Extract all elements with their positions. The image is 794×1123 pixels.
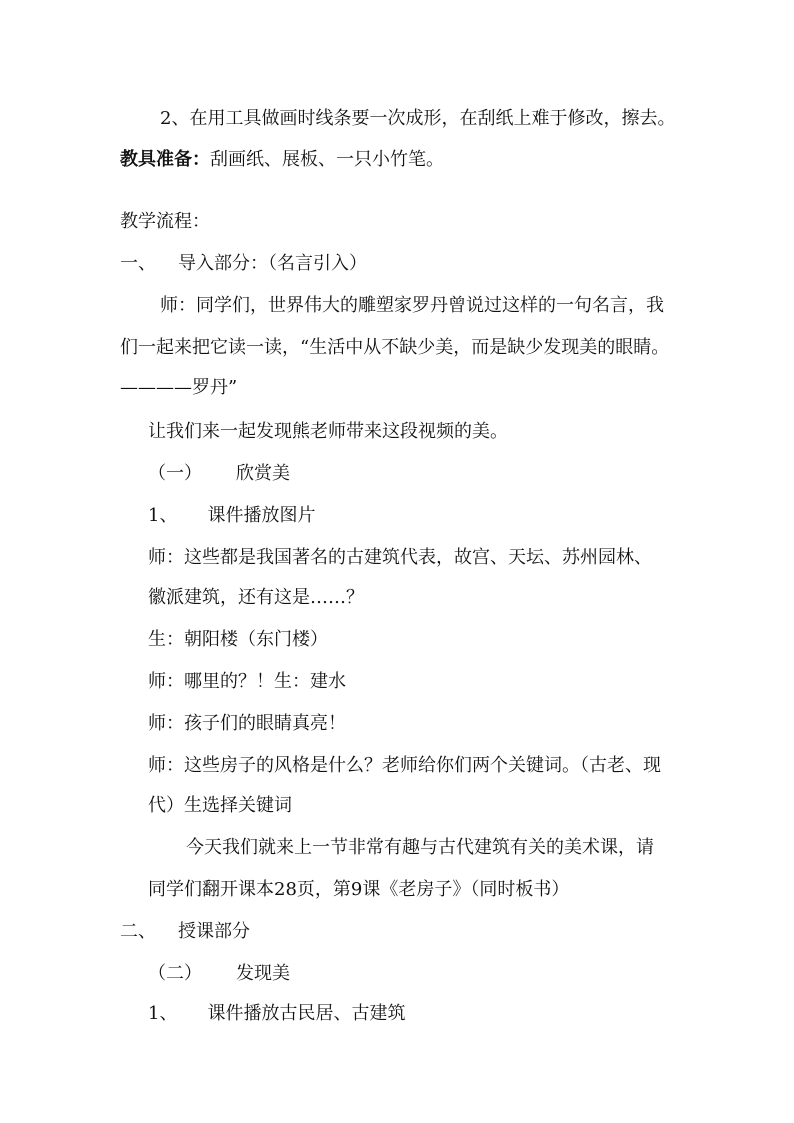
step-number: 1、: [148, 1003, 178, 1024]
paragraph-line: 师：这些房子的风格是什么？老师给你们两个关键词。（古老、现: [148, 755, 661, 776]
teaching-aids-heading: 教具准备：: [120, 149, 210, 170]
step-heading: [148, 1002, 405, 1026]
paragraph-line: 让我们来一起发现熊老师带来这段视频的美。: [148, 421, 508, 442]
paragraph-line: 徽派建筑，还有这是……？: [148, 587, 364, 608]
paragraph-line: ————罗丹”: [120, 377, 238, 398]
paragraph-line: 同学们翻开课本28页，第9课《老房子》（同时板书）: [148, 879, 570, 900]
section-one-heading: [120, 252, 367, 276]
teaching-flow-heading: 教学流程：: [120, 211, 210, 232]
teaching-aids-line: [120, 148, 444, 172]
step-number: 1、: [148, 505, 178, 526]
section-title: 导入部分：（名言引入）: [178, 253, 367, 274]
step-heading: [148, 504, 315, 528]
subsection-heading: [148, 462, 290, 486]
subsection-title: 发现美: [236, 963, 290, 984]
subsection-title: 欣赏美: [236, 463, 290, 484]
paragraph-line: 师：这些都是我国著名的古建筑代表，故宫、天坛、苏州园林、: [148, 547, 652, 568]
step-title: 课件播放古民居、古建筑: [207, 1003, 406, 1024]
subsection-number: （二）: [148, 963, 202, 984]
teaching-aids-text: 刮画纸、展板、一只小竹笔。: [210, 149, 444, 170]
paragraph-line: 师：哪里的？！生：建水: [148, 671, 346, 692]
paragraph-line: 们一起来把它读一读，“生活中从不缺少美，而是缺少发现美的眼睛。: [120, 337, 670, 358]
paragraph-line: 代）生选择关键词: [148, 795, 292, 816]
paragraph-line: 师：同学们，世界伟大的雕塑家罗丹曾说过这样的一句名言，我: [160, 295, 664, 316]
paragraph-line: 今天我们就来上一节非常有趣与古代建筑有关的美术课，请: [186, 837, 654, 858]
section-title: 授课部分: [178, 921, 250, 942]
section-number: 一、: [120, 253, 156, 274]
paragraph-line: 师：孩子们的眼睛真亮！: [148, 713, 346, 734]
list-item-2: 2、在用工具做画时线条要一次成形，在刮纸上难于修改，擦去。: [160, 108, 676, 129]
section-two-heading: [120, 920, 250, 944]
subsection-heading: [148, 962, 290, 986]
paragraph-line: 生：朝阳楼（东门楼）: [148, 629, 328, 650]
subsection-number: （一）: [148, 463, 202, 484]
step-title: 课件播放图片: [207, 505, 316, 526]
section-number: 二、: [120, 921, 156, 942]
